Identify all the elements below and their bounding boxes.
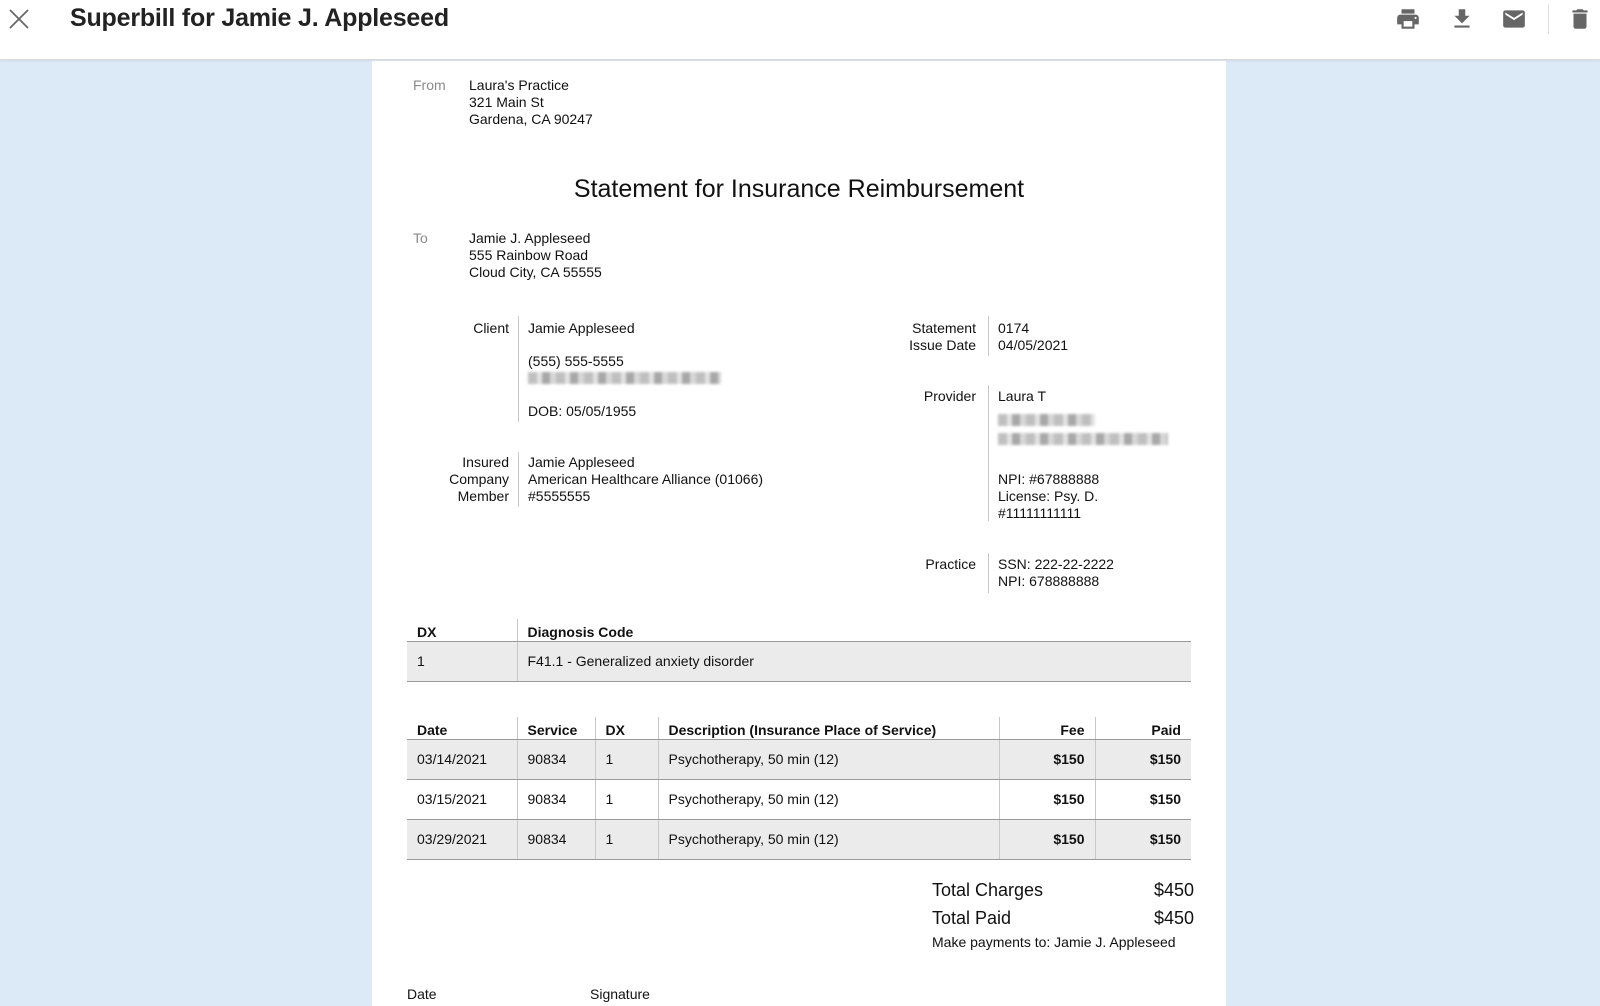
- provider-npi: NPI: #67888888: [998, 471, 1100, 487]
- practice-npi: NPI: 678888888: [998, 573, 1100, 589]
- divider: [518, 452, 519, 507]
- insured-name: Jamie Appleseed: [528, 454, 635, 470]
- divider: [988, 553, 989, 593]
- total-charges-value: $450: [1153, 880, 1194, 900]
- client-label: Client: [473, 320, 509, 336]
- superbill-document: [372, 61, 1226, 1006]
- trash-icon: [1567, 6, 1593, 32]
- signature-label: Signature: [590, 986, 650, 1002]
- dx-cell: 1: [595, 739, 658, 779]
- client-dob: DOB: 05/05/1955: [528, 403, 637, 419]
- fee-cell: $150: [999, 739, 1095, 779]
- column-header: Fee: [999, 717, 1095, 739]
- redacted-email: [528, 372, 721, 384]
- statement-title: Statement for Insurance Reimbursement: [573, 175, 1025, 203]
- toolbar-divider: [1548, 4, 1549, 34]
- client-phone: (555) 555-5555: [528, 353, 624, 369]
- column-header: DX: [407, 619, 517, 641]
- to-label: To: [413, 230, 428, 246]
- divider: [518, 316, 519, 422]
- statement-labels: [909, 320, 976, 354]
- fee-cell: $150: [999, 779, 1095, 819]
- print-button[interactable]: [1395, 6, 1421, 32]
- insured-values: [528, 454, 763, 505]
- practice-label: Practice: [925, 556, 976, 572]
- client-name: Jamie Appleseed: [528, 320, 635, 336]
- date-label: Date: [407, 986, 437, 1002]
- table-row: [407, 739, 1191, 779]
- download-icon: [1449, 6, 1475, 32]
- delete-button[interactable]: [1567, 6, 1593, 32]
- member-label: Member: [457, 488, 509, 504]
- total-charges-row: [932, 876, 1194, 904]
- from-label: From: [413, 77, 446, 93]
- dx-cell: 1: [407, 641, 517, 681]
- fee-cell: $150: [999, 819, 1095, 859]
- redacted-info: [998, 414, 1095, 426]
- top-bar: [0, 0, 1600, 60]
- member-number: #5555555: [528, 488, 591, 504]
- table-row: [407, 819, 1191, 859]
- insurance-company: American Healthcare Alliance (01066): [528, 471, 764, 487]
- issue-date: 04/05/2021: [998, 337, 1069, 353]
- email-button[interactable]: [1501, 6, 1527, 32]
- table-header-row: [407, 717, 1191, 739]
- address-line: Cloud City, CA 55555: [469, 264, 602, 280]
- table-row: [407, 779, 1191, 819]
- paid-cell: $150: [1095, 739, 1191, 779]
- company-label: Company: [449, 471, 509, 487]
- table-header-row: [407, 619, 1191, 641]
- column-header: Paid: [1095, 717, 1191, 739]
- email-icon: [1501, 6, 1527, 32]
- address-line: 321 Main St: [469, 94, 544, 110]
- provider-name: Laura T: [998, 388, 1046, 404]
- issue-date-label: Issue Date: [909, 337, 976, 353]
- address-line: 555 Rainbow Road: [469, 247, 589, 263]
- column-header: Date: [407, 717, 517, 739]
- total-paid-label: Total Paid: [932, 908, 1012, 928]
- column-header: DX: [595, 717, 658, 739]
- dx-cell: 1: [595, 819, 658, 859]
- service-cell: 90834: [517, 739, 595, 779]
- address-line: Laura's Practice: [469, 77, 569, 93]
- insured-labels: [449, 454, 509, 505]
- practice-details: [998, 556, 1114, 590]
- total-paid-value: $450: [1153, 908, 1194, 928]
- total-charges-label: Total Charges: [932, 880, 1044, 900]
- statement-label: Statement: [912, 320, 976, 336]
- statement-number: 0174: [998, 320, 1030, 336]
- address-line: Gardena, CA 90247: [469, 111, 593, 127]
- redacted-info: [998, 433, 1168, 445]
- divider: [988, 316, 989, 356]
- column-header: Description (Insurance Place of Service): [658, 717, 999, 739]
- page-title: Superbill for Jamie J. Appleseed: [70, 4, 449, 32]
- date-cell: 03/29/2021: [407, 819, 517, 859]
- diagnosis-cell: F41.1 - Generalized anxiety disorder: [517, 641, 1191, 681]
- download-button[interactable]: [1449, 6, 1475, 32]
- table-row: [407, 641, 1191, 681]
- dx-cell: 1: [595, 779, 658, 819]
- practice-ssn: SSN: 222-22-2222: [998, 556, 1114, 572]
- total-paid-row: [932, 904, 1194, 932]
- description-cell: Psychotherapy, 50 min (12): [658, 739, 999, 779]
- insured-label: Insured: [462, 454, 509, 470]
- date-cell: 03/15/2021: [407, 779, 517, 819]
- provider-license: License: Psy. D.: [998, 488, 1099, 504]
- provider-label: Provider: [923, 388, 976, 404]
- totals-block: [932, 876, 1194, 950]
- paid-cell: $150: [1095, 819, 1191, 859]
- service-cell: 90834: [517, 819, 595, 859]
- close-button[interactable]: [4, 4, 34, 34]
- payment-note: Make payments to: Jamie J. Appleseed: [932, 934, 1176, 950]
- description-cell: Psychotherapy, 50 min (12): [658, 779, 999, 819]
- date-cell: 03/14/2021: [407, 739, 517, 779]
- column-header: Service: [517, 717, 595, 739]
- divider: [988, 385, 989, 521]
- provider-details: [998, 471, 1099, 522]
- paid-cell: $150: [1095, 779, 1191, 819]
- provider-license-number: #11111111111: [998, 505, 1082, 521]
- print-icon: [1395, 6, 1421, 32]
- to-address: [469, 230, 602, 281]
- close-icon: [4, 4, 34, 34]
- column-header: Diagnosis Code: [517, 619, 1191, 641]
- service-cell: 90834: [517, 779, 595, 819]
- diagnosis-table: [407, 619, 1191, 682]
- services-table: [407, 717, 1191, 860]
- statement-values: [998, 320, 1068, 354]
- from-address: [469, 77, 593, 128]
- description-cell: Psychotherapy, 50 min (12): [658, 819, 999, 859]
- address-line: Jamie J. Appleseed: [469, 230, 591, 246]
